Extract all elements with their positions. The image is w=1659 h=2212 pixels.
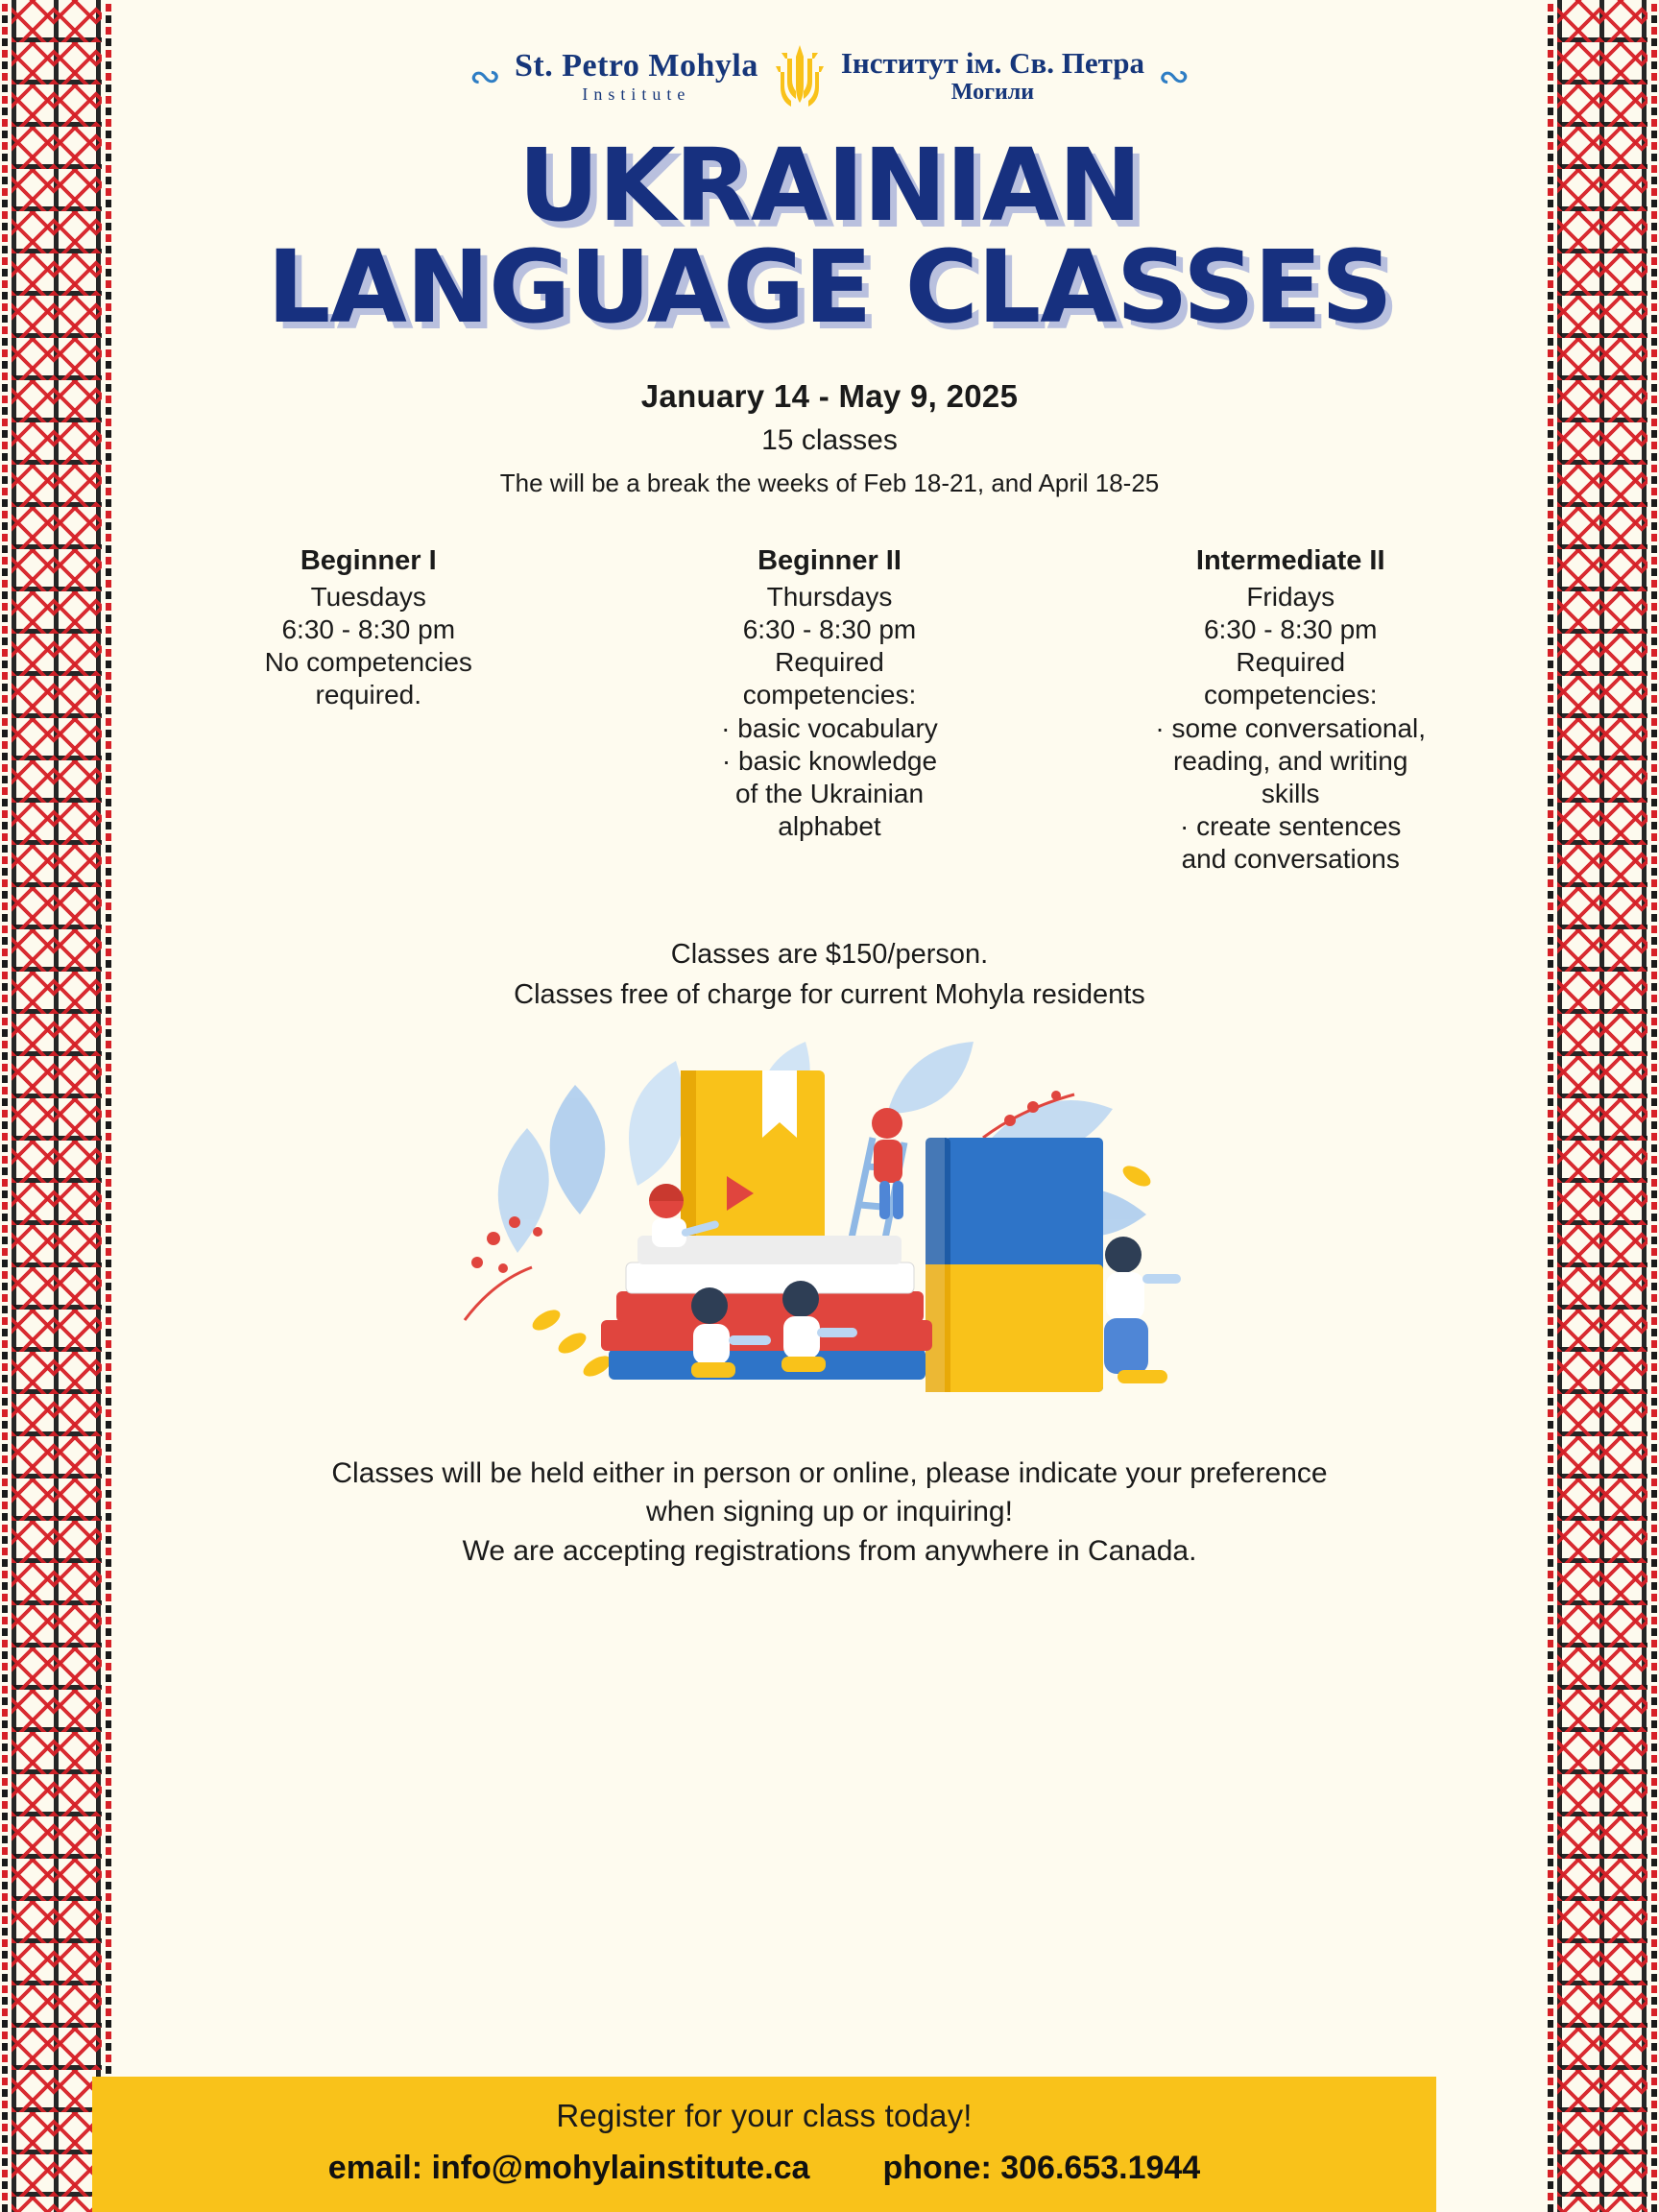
logo-ukrainian-line2: Могили bbox=[950, 80, 1035, 106]
class-detail: · basic knowledge bbox=[721, 745, 938, 776]
email-contact[interactable]: email: info@mohylainstitute.ca bbox=[327, 2150, 810, 2186]
poster-body bbox=[113, 0, 1546, 2212]
break-note: The will be a break the weeks of Feb 18-21, and April 18-25 bbox=[499, 469, 1160, 498]
logo-english bbox=[515, 49, 758, 106]
logo-ukrainian bbox=[840, 45, 1144, 107]
pricing-info bbox=[113, 934, 1546, 1015]
note-line-1: Classes will be held either in person or online, please indicate your preference bbox=[331, 1456, 1328, 1489]
border-pattern bbox=[12, 0, 102, 2212]
class-column-beginner-1 bbox=[161, 544, 576, 875]
note-line-3: We are accepting registrations from anywhere in Canada. bbox=[462, 1534, 1197, 1567]
delivery-note bbox=[113, 1455, 1546, 1572]
border-pattern bbox=[1557, 0, 1647, 2212]
class-title: Beginner I bbox=[300, 545, 437, 577]
registration-footer bbox=[92, 2077, 1436, 2212]
class-detail: Required bbox=[1236, 647, 1346, 678]
class-detail: skills bbox=[1261, 778, 1320, 808]
class-detail: of the Ukrainian bbox=[734, 778, 925, 808]
class-detail: alphabet bbox=[778, 810, 881, 841]
institute-logo bbox=[113, 0, 1546, 117]
class-detail: 6:30 - 8:30 pm bbox=[742, 614, 917, 645]
class-detail: Tuesdays bbox=[310, 582, 426, 613]
phone-contact[interactable]: phone: 306.653.1944 bbox=[882, 2150, 1201, 2186]
class-detail: Fridays bbox=[1246, 582, 1335, 613]
class-title: Beginner II bbox=[757, 545, 902, 577]
border-edge-stripe bbox=[106, 0, 111, 2212]
class-detail: · create sentences bbox=[1180, 810, 1402, 841]
class-detail: · basic vocabulary bbox=[721, 712, 938, 743]
swoosh-right-icon: ∾ bbox=[1158, 56, 1190, 98]
note-line-2: when signing up or inquiring! bbox=[646, 1496, 1013, 1528]
class-detail: · some conversational, bbox=[1155, 712, 1427, 743]
border-edge-stripe bbox=[1651, 0, 1657, 2212]
class-title: Intermediate II bbox=[1195, 545, 1385, 577]
date-range: January 14 - May 9, 2025 bbox=[640, 378, 1019, 415]
class-detail: No competencies bbox=[264, 647, 472, 678]
class-detail: and conversations bbox=[1181, 843, 1400, 874]
class-detail: Required bbox=[775, 647, 884, 678]
class-detail: reading, and writing bbox=[1173, 745, 1408, 776]
embroidery-border-left bbox=[0, 0, 113, 2212]
trident-icon bbox=[772, 43, 828, 110]
embroidery-border-right bbox=[1546, 0, 1659, 2212]
class-detail: 6:30 - 8:30 pm bbox=[281, 614, 456, 645]
title-line-1: UKRAINIAN bbox=[517, 127, 1142, 244]
schedule-summary bbox=[113, 378, 1546, 498]
class-detail: competencies: bbox=[742, 680, 917, 710]
page-title bbox=[113, 127, 1546, 347]
pricing-line-1: Classes are $150/person. bbox=[670, 938, 989, 970]
class-count: 15 classes bbox=[761, 424, 898, 457]
title-line-2: LANGUAGE CLASSES bbox=[267, 228, 1392, 347]
logo-english-line1: St. Petro Mohyla bbox=[515, 47, 758, 84]
border-edge-stripe bbox=[2, 0, 8, 2212]
class-column-intermediate-2 bbox=[1083, 544, 1498, 875]
swoosh-left-icon: ∾ bbox=[469, 56, 501, 98]
class-detail: required. bbox=[315, 680, 422, 710]
logo-english-line2: Institute bbox=[582, 84, 691, 105]
class-detail: Thursdays bbox=[766, 582, 893, 613]
class-detail: 6:30 - 8:30 pm bbox=[1203, 614, 1378, 645]
pricing-line-2: Classes free of charge for current Mohyla residents bbox=[514, 978, 1145, 1010]
class-levels bbox=[113, 544, 1546, 875]
class-detail: competencies: bbox=[1203, 680, 1378, 710]
contact-row bbox=[92, 2150, 1436, 2187]
register-call-to-action: Register for your class today! bbox=[556, 2098, 973, 2133]
border-edge-stripe bbox=[1548, 0, 1553, 2212]
class-column-beginner-2 bbox=[622, 544, 1037, 875]
logo-ukrainian-line1: Інститут ім. Св. Петра bbox=[840, 45, 1144, 80]
books-illustration bbox=[349, 1032, 1310, 1445]
